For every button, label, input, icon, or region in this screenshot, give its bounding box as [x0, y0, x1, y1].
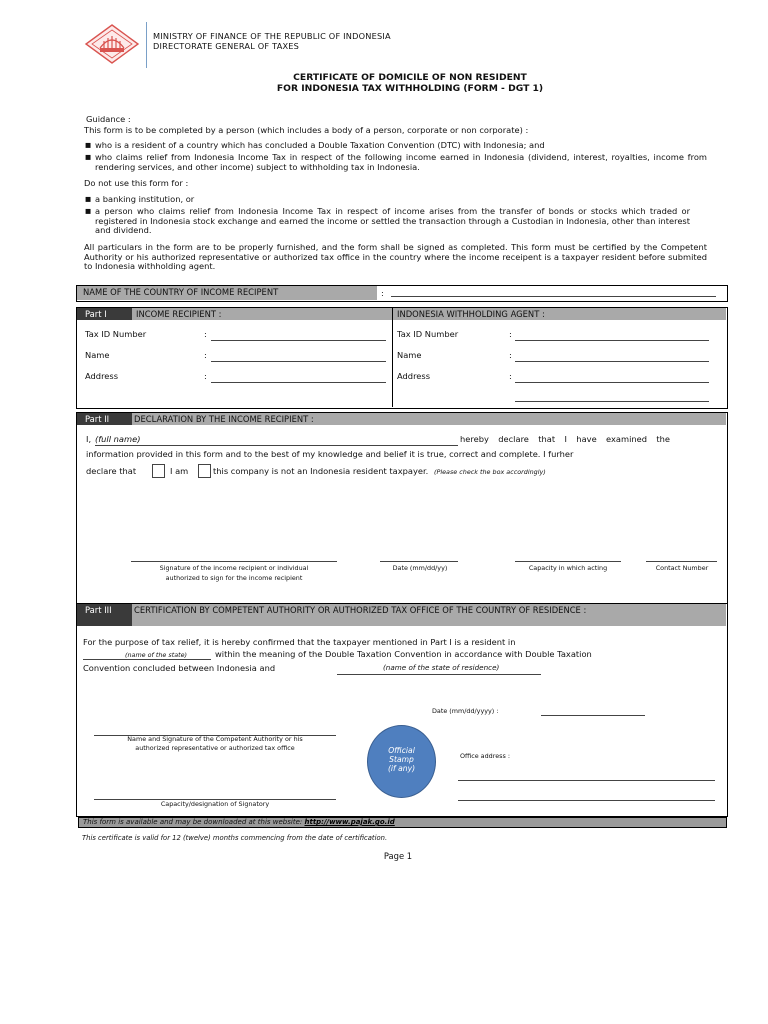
colon: :: [509, 371, 512, 381]
state-residence-input[interactable]: [337, 674, 541, 675]
download-bar: [78, 817, 727, 828]
validity-note: This certificate is valid for 12 (twelve) months commencing from the date of certification.: [82, 834, 388, 842]
colon: :: [509, 329, 512, 339]
capacity-caption: Capacity in which acting: [528, 564, 608, 572]
recipient-name-input[interactable]: [211, 361, 386, 362]
guidance-heading: Guidance :: [86, 114, 131, 124]
official-stamp-placeholder: [367, 725, 436, 798]
guidance-bullet-2: ■ who claims relief from Indonesia Income Tax in respect of the following income earned in Indonesia (dividend, interest, royalties, income from rendering services, and other income) subject to withholding tax in Indonesia.: [95, 153, 707, 172]
stamp-text-1: Official: [388, 746, 415, 755]
website-link[interactable]: http://www.pajak.go.id: [304, 818, 395, 826]
directorate-name: DIRECTORATE GENERAL OF TAXES: [153, 41, 300, 51]
agent-name-label: Name: [397, 350, 422, 360]
agent-name-input[interactable]: [515, 361, 709, 362]
document-title: [0, 72, 768, 94]
recipient-tax-id-input[interactable]: [211, 340, 386, 341]
stamp-text-2: Stamp: [389, 755, 414, 764]
not-use-bullet-1: ■ a banking institution, or: [95, 195, 707, 205]
title-line-1: CERTIFICATE OF DOMICILE OF NON RESIDENT: [293, 72, 527, 83]
agent-address-input-2[interactable]: [515, 401, 709, 402]
signature-caption-1: Signature of the income recipient or individual: [159, 564, 309, 572]
full-name-hint: (full name): [95, 434, 141, 444]
guidance-intro: This form is to be completed by a person (which includes a body of a person, corporate or non corporate) :: [84, 125, 529, 135]
competent-signature-caption-1: Name and Signature of the Competent Authority or his: [127, 735, 303, 743]
colon: :: [509, 350, 512, 360]
state-input[interactable]: [83, 659, 211, 660]
part-3-tag: Part III: [77, 604, 132, 626]
signatory-capacity-caption: Capacity/designation of Signatory: [160, 800, 270, 808]
certification-title: CERTIFICATION BY COMPETENT AUTHORITY OR AUTHORIZED TAX OFFICE OF THE COUNTRY OF RESIDENCE :: [132, 604, 726, 626]
i-am-checkbox[interactable]: [152, 464, 165, 478]
part-1-divider: [392, 308, 393, 407]
competent-signature-caption-2: authorized representative or authorized tax office: [135, 744, 295, 752]
not-use-bullet-2: ■ a person who claims relief from Indonesia Income Tax in respect of income arises from the transfer of bonds or stocks which traded or registered in Indonesia stock exchange and earned the income or settled the transaction through a Custodian in Indonesia, other than interest and dividend.: [95, 207, 690, 236]
i-prefix: I,: [86, 434, 92, 444]
part-1-tag: Part I: [77, 308, 132, 320]
part-2-tag: Part II: [77, 413, 132, 425]
information-text: information provided in this form and to the best of my knowledge and belief it is true, correct and complete. I furher: [86, 449, 574, 459]
country-label: NAME OF THE COUNTRY OF INCOME RECIPENT: [77, 286, 377, 300]
i-am-text: I am: [170, 466, 189, 476]
declare-that-text: declare that: [86, 466, 137, 476]
recipient-tax-id-label: Tax ID Number: [85, 329, 147, 339]
page-number: Page 1: [383, 851, 413, 861]
hereby-text: hereby declare that I have examined the: [460, 434, 670, 444]
company-checkbox[interactable]: [198, 464, 211, 478]
colon: :: [204, 329, 207, 339]
download-text: This form is available and may be downloaded at this website:: [83, 818, 303, 826]
certification-line-2: within the meaning of the Double Taxation Convention in accordance with Double Taxation: [215, 649, 592, 659]
agent-tax-id-label: Tax ID Number: [397, 329, 459, 339]
particulars-note: All particulars in the form are to be properly furnished, and the form shall be signed as completed. This form must be certified by the Competent Authority or his authorized representative or authorized tax office in the country where the income receipent is a taxpayer resident before submited to Indonesia withholding agent.: [84, 242, 707, 272]
colon: :: [204, 350, 207, 360]
full-name-input[interactable]: [95, 445, 458, 446]
certification-line-1: For the purpose of tax relief, it is hereby confirmed that the taxpayer mentioned in Part I is a resident in: [83, 637, 516, 647]
country-row: [76, 285, 728, 302]
signature-line[interactable]: [131, 561, 337, 562]
office-address-label: Office address :: [460, 752, 510, 760]
check-note: (Please check the box accordingly): [434, 468, 546, 476]
certification-date-input[interactable]: [541, 715, 645, 716]
title-line-2: FOR INDONESIA TAX WITHHOLDING (FORM - DGT 1): [276, 83, 544, 94]
ministry-emblem-icon: [82, 22, 142, 66]
agent-address-input[interactable]: [515, 382, 709, 383]
withholding-agent-title: INDONESIA WITHHOLDING AGENT :: [393, 308, 726, 320]
ministry-name: MINISTRY OF FINANCE OF THE REPUBLIC OF INDONESIA: [153, 31, 391, 41]
recipient-address-input[interactable]: [211, 382, 386, 383]
contact-line[interactable]: [646, 561, 717, 562]
state-residence-hint: (name of the state of residence): [383, 663, 500, 672]
office-address-input-1[interactable]: [458, 780, 715, 781]
date-caption: Date (mm/dd/yy): [392, 564, 448, 572]
signature-caption-2: authorized to sign for the income recipient: [165, 574, 303, 582]
guidance-bullet-1: ■ who is a resident of a country which has concluded a Double Taxation Convention (DTC) with Indonesia; and: [95, 141, 707, 151]
income-recipient-title: INCOME RECIPIENT :: [132, 308, 392, 320]
capacity-line[interactable]: [515, 561, 621, 562]
office-address-input-2[interactable]: [458, 800, 715, 801]
contact-caption: Contact Number: [655, 564, 709, 572]
certification-date-label: Date (mm/dd/yyyy) :: [432, 707, 499, 715]
date-line[interactable]: [380, 561, 458, 562]
recipient-name-label: Name: [85, 350, 110, 360]
not-use-heading: Do not use this form for :: [84, 178, 189, 188]
certification-line-3: Convention concluded between Indonesia and: [83, 663, 276, 673]
part-2-section: [76, 412, 728, 604]
company-text: this company is not an Indonesia resident taxpayer.: [213, 466, 429, 476]
colon: :: [204, 371, 207, 381]
state-hint: (name of the state): [125, 651, 188, 659]
recipient-address-label: Address: [85, 371, 119, 381]
country-input-line[interactable]: [391, 296, 716, 297]
agent-address-label: Address: [397, 371, 431, 381]
declaration-title: DECLARATION BY THE INCOME RECIPIENT :: [132, 413, 726, 425]
country-colon: :: [381, 288, 384, 298]
part-1-section: [76, 307, 728, 409]
ministry-logo: [82, 22, 147, 68]
stamp-text-3: (if any): [387, 764, 416, 773]
ministry-heading: [153, 31, 391, 51]
agent-tax-id-input[interactable]: [515, 340, 709, 341]
